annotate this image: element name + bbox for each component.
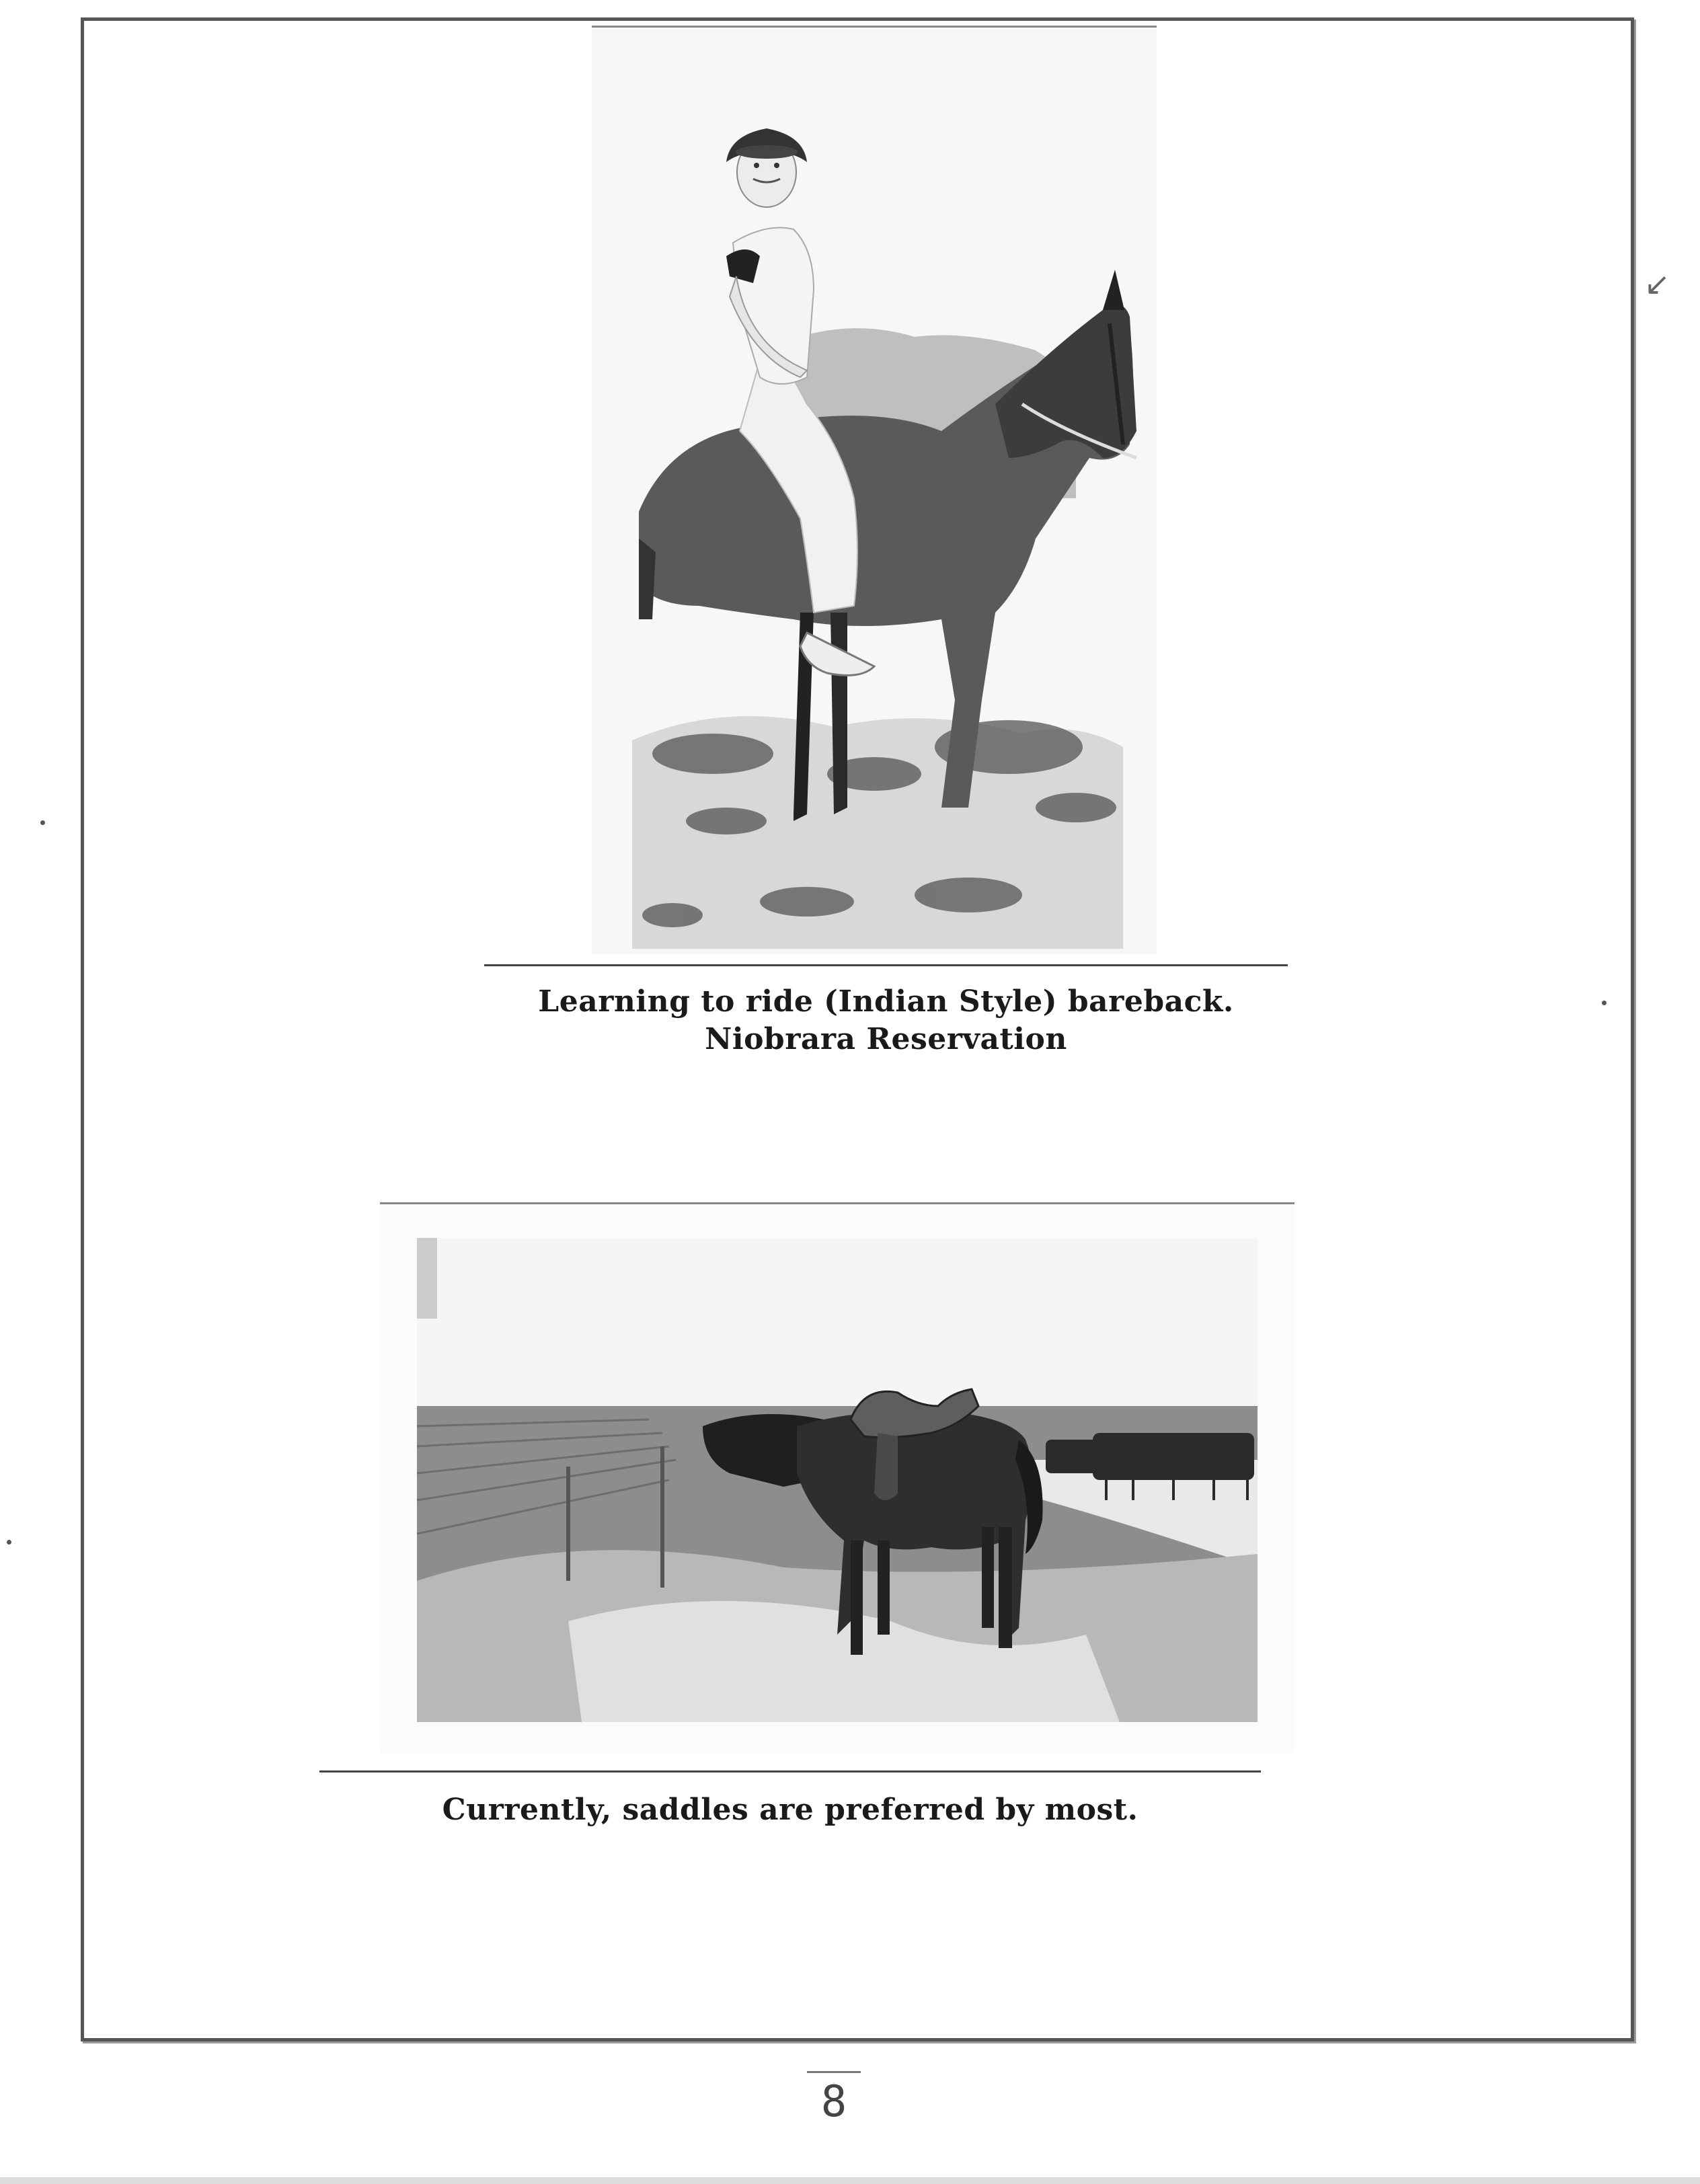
- photo-caption-saddles: [319, 1791, 1261, 1829]
- photo-rider-bareback-image: [592, 28, 1157, 954]
- stray-dot: [7, 1540, 11, 1545]
- caption-line: Currently, saddles are preferred by most.: [442, 1793, 1138, 1827]
- caption-rule: [319, 1770, 1261, 1772]
- scan-bottom-edge: [0, 2177, 1700, 2184]
- photo-rider-bareback: [592, 26, 1157, 954]
- page-number: 8: [807, 2071, 861, 2127]
- margin-arrow-mark: ↙: [1644, 266, 1670, 302]
- caption-rule: [484, 964, 1288, 966]
- photo-saddled-horse: [380, 1202, 1295, 1753]
- photo-caption-bareback: [484, 983, 1288, 1058]
- caption-line: Niobrara Reservation: [705, 1022, 1067, 1056]
- caption-line: Learning to ride (Indian Style) bareback.: [538, 984, 1234, 1019]
- photo-saddled-horse-image: [380, 1204, 1295, 1753]
- stray-dot: [40, 820, 45, 825]
- stray-dot: [1602, 1001, 1607, 1005]
